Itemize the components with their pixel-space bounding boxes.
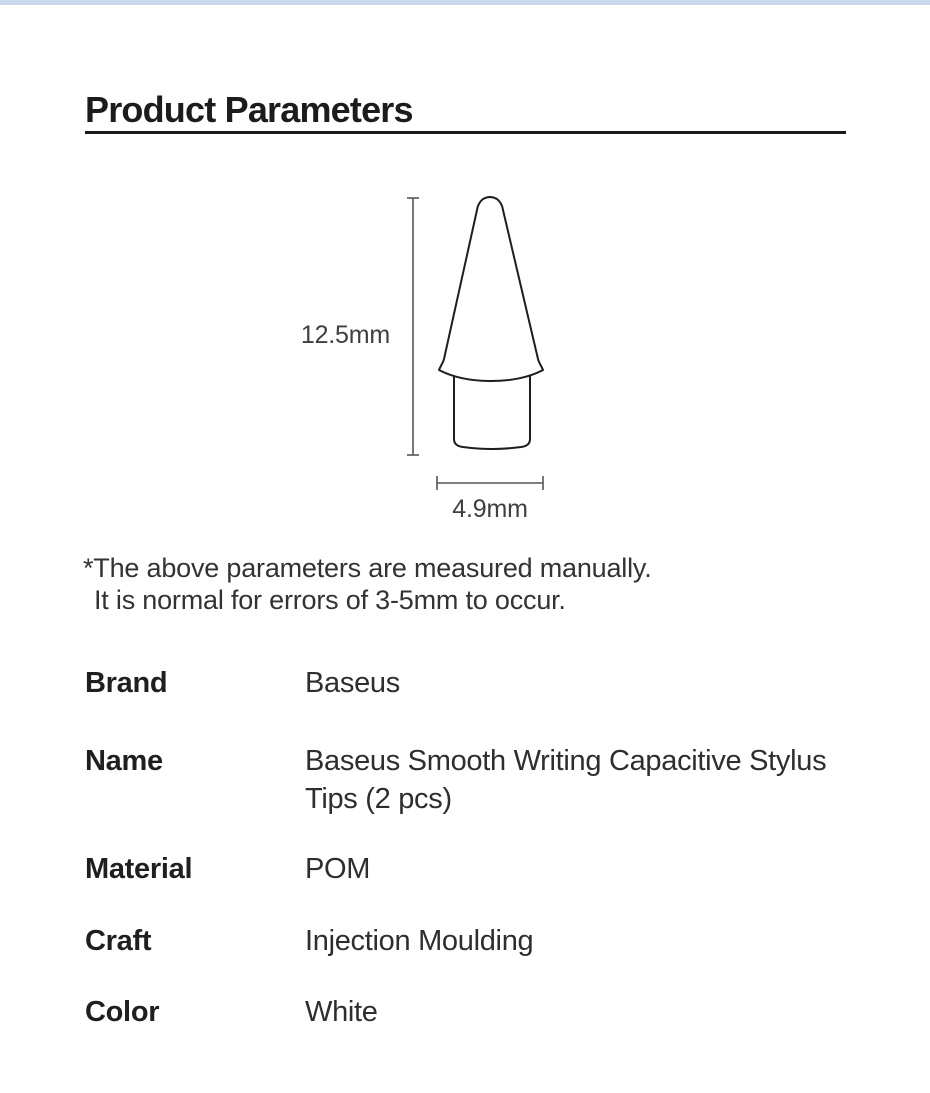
spec-value-craft: Injection Moulding xyxy=(305,925,534,957)
spec-label-craft: Craft xyxy=(85,925,152,957)
height-dimension-line xyxy=(407,198,419,455)
spec-value-name: Baseus Smooth Writing Capacitive Stylus Tips (2 pcs) xyxy=(305,745,827,815)
measurement-disclaimer xyxy=(83,552,652,616)
spec-row-brand xyxy=(85,664,845,702)
disclaimer-line-2: It is normal for errors of 3-5mm to occur. xyxy=(94,585,566,615)
spec-label-color: Color xyxy=(85,996,160,1028)
top-accent-strip xyxy=(0,0,930,5)
page-title: Product Parameters xyxy=(85,89,413,131)
stylus-tip-diagram xyxy=(400,193,560,498)
spec-label-material: Material xyxy=(85,853,193,885)
spec-value-color: White xyxy=(305,996,378,1028)
spec-value-material: POM xyxy=(305,853,371,885)
width-dimension-label: 4.9mm xyxy=(452,495,528,523)
title-underline xyxy=(85,131,846,134)
spec-label-name: Name xyxy=(85,745,163,777)
spec-row-craft xyxy=(85,922,845,960)
spec-row-material xyxy=(85,850,845,888)
spec-value-brand: Baseus xyxy=(305,667,400,699)
spec-row-color xyxy=(85,993,845,1031)
height-dimension-label: 12.5mm xyxy=(300,321,390,349)
spec-label-brand: Brand xyxy=(85,667,168,699)
width-dimension-line xyxy=(437,476,543,490)
disclaimer-line-1: *The above parameters are measured manually. xyxy=(83,553,652,583)
spec-row-name xyxy=(85,742,845,818)
stylus-cone-outline xyxy=(439,197,543,381)
